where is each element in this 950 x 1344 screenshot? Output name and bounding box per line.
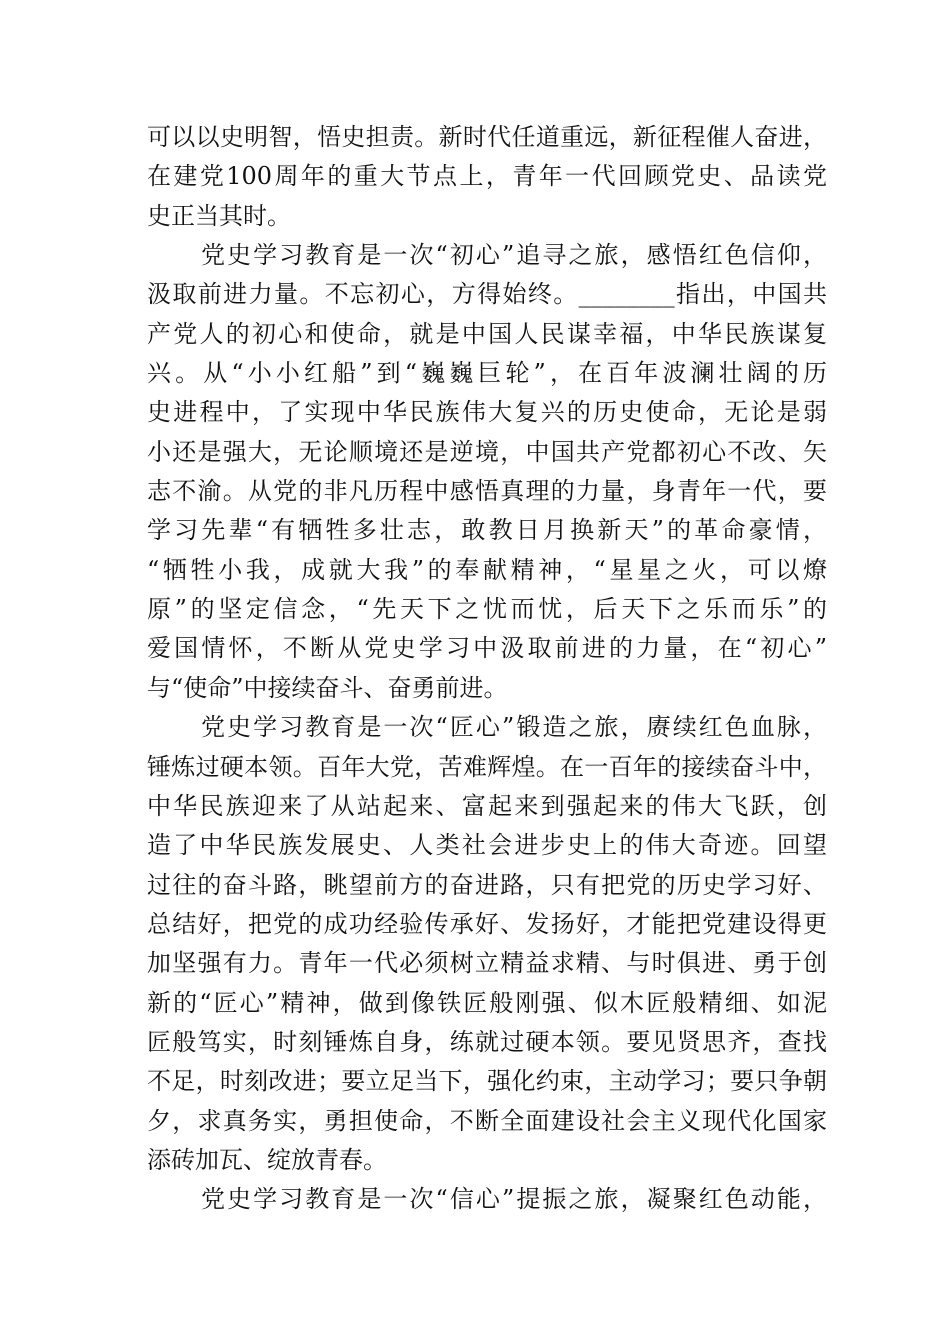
document-body <box>147 118 827 1220</box>
text-line: 锤炼过硬本领。百年大党，苦难辉煌。在一百年的接续奋斗中， <box>147 752 827 781</box>
text-line: 过往的奋斗路，眺望前方的奋进路，只有把党的历史学习好、 <box>147 870 827 899</box>
text-line: 史进程中，了实现中华民族伟大复兴的历史使命，无论是弱 <box>147 398 827 427</box>
text-line: 原”的坚定信念，“先天下之忧而忧，后天下之乐而乐”的 <box>147 595 827 624</box>
text-line: 党史学习教育是一次“信心”提振之旅，凝聚红色动能， <box>201 1185 827 1214</box>
text-line: 党史学习教育是一次“匠心”锻造之旅，赓续红色血脉， <box>201 713 827 742</box>
text-line: 学习先辈“有牺牲多壮志，敢教日月换新天”的革命豪情， <box>147 516 827 545</box>
text-line: 中华民族迎来了从站起来、富起来到强起来的伟大飞跃，创 <box>147 791 827 820</box>
text-line: 产党人的初心和使命，就是中国人民谋幸福，中华民族谋复 <box>147 319 827 348</box>
text-line: 总结好，把党的成功经验传承好、发扬好，才能把党建设得更 <box>147 909 827 938</box>
text-line: 造了中华民族发展史、人类社会进步史上的伟大奇迹。回望 <box>147 831 827 860</box>
text-line: “牺牲小我，成就大我”的奉献精神，“星星之火，可以燎 <box>147 555 827 584</box>
text-line: 志不渝。从党的非凡历程中感悟真理的力量，身青年一代，要 <box>147 477 827 506</box>
text-line: 添砖加瓦、绽放青春。 <box>147 1145 387 1174</box>
text-line: 匠般笃实，时刻锤炼自身，练就过硬本领。要见贤思齐，查找 <box>147 1027 827 1056</box>
text-line: 史正当其时。 <box>147 201 291 230</box>
text-line: 与“使命”中接续奋斗、奋勇前进。 <box>147 673 508 702</box>
text-line: 爱国情怀，不断从党史学习中汲取前进的力量，在“初心” <box>147 634 827 663</box>
text-line: 兴。从“小小红船”到“巍巍巨轮”，在百年波澜壮阔的历 <box>147 359 827 388</box>
text-line: 汲取前进力量。不忘初心，方得始终。________指出，中国共 <box>147 280 827 309</box>
text-line: 党史学习教育是一次“初心”追寻之旅，感悟红色信仰， <box>201 241 827 270</box>
text-line: 不足，时刻改进；要立足当下，强化约束，主动学习；要只争朝 <box>147 1067 827 1096</box>
text-line: 可以以史明智，悟史担责。新时代任道重远，新征程催人奋进， <box>147 123 827 151</box>
text-line: 加坚强有力。青年一代必须树立精益求精、与时俱进、勇于创 <box>147 949 827 978</box>
text-line: 小还是强大，无论顺境还是逆境，中国共产党都初心不改、矢 <box>147 437 827 466</box>
text-line: 夕，求真务实，勇担使命，不断全面建设社会主义现代化国家 <box>147 1106 827 1135</box>
text-line: 新的“匠心”精神，做到像铁匠般刚强、似木匠般精细、如泥 <box>147 988 827 1017</box>
text-line: 在建党100周年的重大节点上，青年一代回顾党史、品读党 <box>147 162 827 191</box>
